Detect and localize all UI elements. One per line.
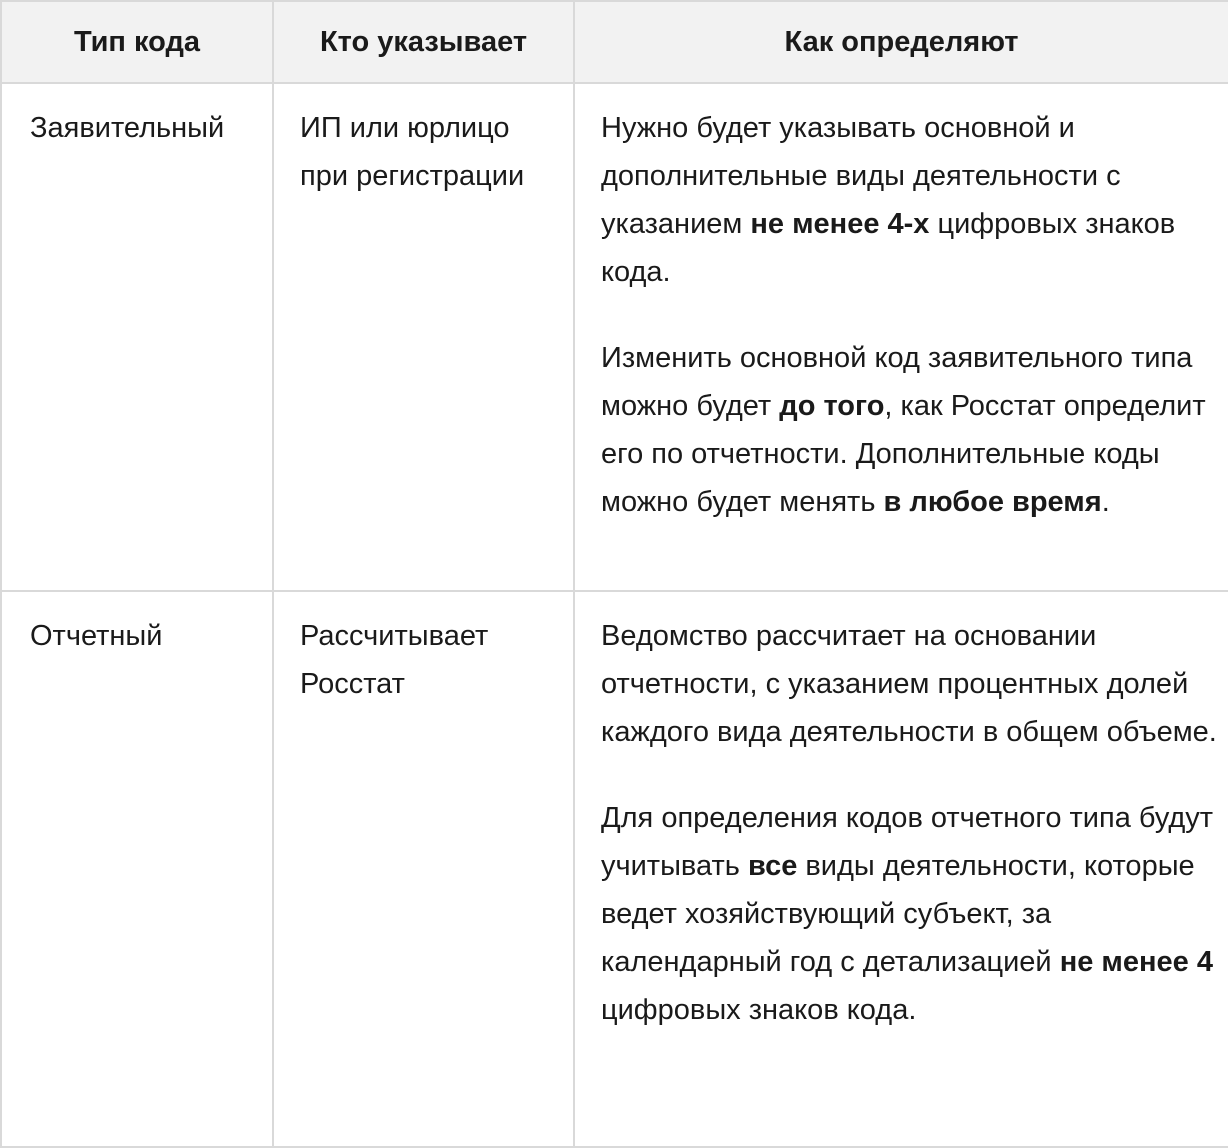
paragraph [601, 334, 1220, 526]
cell-how-determined [574, 83, 1228, 591]
cell-who-specifies: Рассчитывает Росстат [273, 591, 574, 1147]
paragraph [601, 794, 1220, 1034]
text-segment: цифровых знаков кода. [601, 994, 917, 1026]
table-row [1, 83, 1228, 591]
bold-text-segment: до того [779, 390, 885, 422]
text-segment: цифровых знаков кода. [601, 208, 1176, 288]
bold-text-segment: все [747, 850, 798, 882]
cell-who-specifies: ИП или юрлицо при регистрации [273, 83, 574, 591]
cell-code-type: Отчетный [1, 591, 273, 1147]
cell-code-type: Заявительный [1, 83, 273, 591]
table-row [1, 591, 1228, 1147]
text-segment: виды деятельности, которые ведет хозяйствующий субъект, за календарный год с детализацией [601, 850, 1195, 978]
text-segment: Ведомство рассчитает на основании отчетности, с указанием процентных долей каждого вида деятельности в общем объеме. [601, 620, 1217, 748]
bold-text-segment: не менее 4 [1059, 946, 1213, 978]
text-segment: Для определения кодов отчетного типа будут учитывать [601, 802, 1214, 882]
bold-text-segment: не менее 4-х [750, 208, 930, 240]
paragraph [601, 104, 1220, 296]
bold-text-segment: в любое время [883, 486, 1102, 518]
cell-how-determined [574, 591, 1228, 1147]
text-segment: Изменить основной код заявительного типа можно будет [601, 342, 1193, 422]
header-who-specifies: Кто указывает [273, 1, 574, 83]
table-header-row [1, 1, 1228, 83]
paragraph [601, 612, 1220, 756]
text-segment: , как Росстат определит его по отчетности. Дополнительные коды можно будет менять [601, 390, 1206, 518]
text-segment: . [1101, 486, 1110, 518]
header-how-determined: Как определяют [574, 1, 1228, 83]
text-segment: Нужно будет указывать основной и дополнительные виды деятельности с указанием [601, 112, 1121, 240]
header-code-type: Тип кода [1, 1, 273, 83]
